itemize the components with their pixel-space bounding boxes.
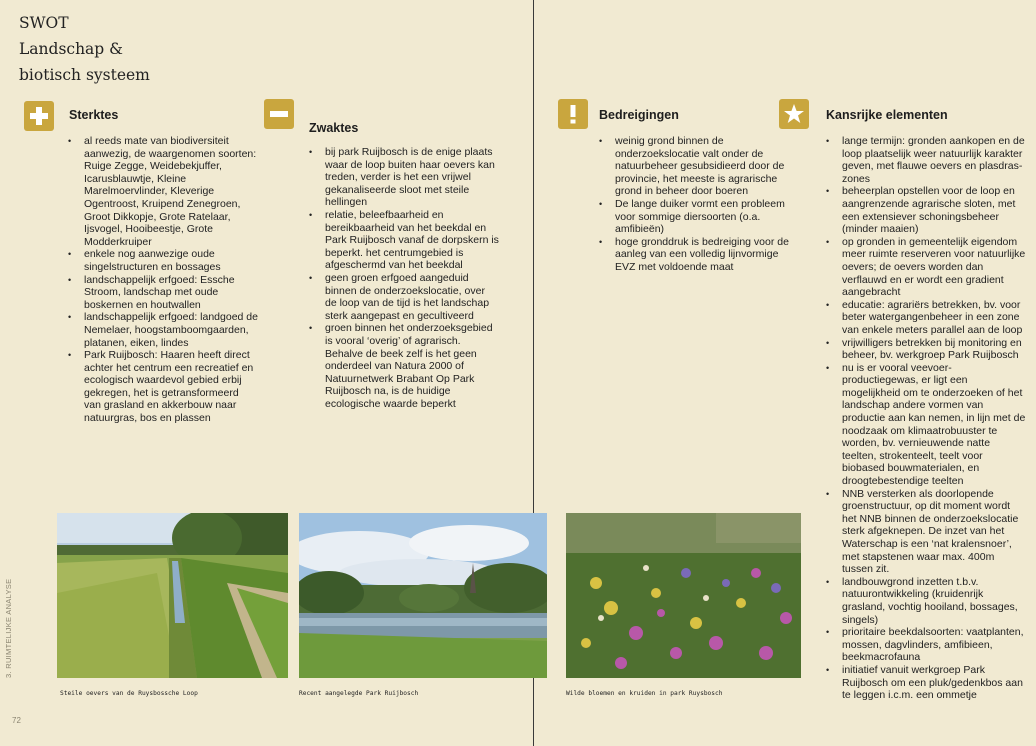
weaknesses-heading: Zwaktes (309, 121, 359, 135)
list-item: • lange termijn: gronden aankopen en de loop plaatselijk weer natuurlijk karakter geven, met flauwe oevers en plasdras-zones (826, 135, 1026, 185)
photo-park-pond (299, 513, 547, 678)
list-item: • prioritaire beekdalsoorten: vaatplanten, mossen, dagvlinders, amfibieen, beekmacrofauna (826, 626, 1026, 664)
photo-stream-banks (57, 513, 288, 678)
photo-caption: Recent aangelegde Park Ruijbosch (299, 690, 419, 697)
list-item: • landschappelijk erfgoed: Essche Stroom, landschap met oude boskernen en houtwallen (68, 274, 258, 312)
opportunities-heading: Kansrijke elementen (826, 108, 948, 122)
threats-list (599, 135, 789, 274)
list-item: • groen binnen het onderzoeksgebied is vooral ‘overig’ of agrarisch. Behalve de beek zelf is het geen onderdeel van Natura 2000 of Natuurnetwerk Brabant Op Park Ruijbosch na, is de huidige ecologische waarde beperkt (309, 322, 499, 410)
photo-caption: Wilde bloemen en kruiden in park Ruysbosch (566, 690, 723, 697)
plus-icon (24, 101, 54, 131)
photo-caption: Steile oevers van de Ruysbossche Loop (60, 690, 198, 697)
list-item: • op gronden in gemeentelijk eigendom meer ruimte reserveren voor natuurlijke oevers; de oevers worden dan verflauwd en er wordt een gradient aangebracht (826, 236, 1026, 299)
list-item: • bij park Ruijbosch is de enige plaats waar de loop buiten haar oevers kan treden, verder is het een vrijwel gekanaliseerde sloot met steile hellingen (309, 146, 499, 209)
list-item: • De lange duiker vormt een probleem voor sommige diersoorten (o.a. amfibieën) (599, 198, 789, 236)
list-item: • educatie: agrariërs betrekken, bv. voor beter watergangenbeheer in een zone van enkele meters parallel aan de loop (826, 299, 1026, 337)
list-item: • landbouwgrond inzetten t.b.v. natuurontwikkeling (kruidenrijk grasland, vochtig hooiland, bossages, singels) (826, 576, 1026, 626)
list-item: • geen groen erfgoed aangeduid binnen de onderzoekslocatie, over de loop van de tijd is het landschap sterk aangepast en gecultiveerd (309, 272, 499, 322)
title-line-2: Landschap & (19, 40, 123, 58)
list-item: • NNB versterken als doorlopende groenstructuur, op dit moment wordt het NNB binnen de onderzoekslocatie sterk afgeknepen. De inzet van het Waterschap is een ‘nat kralensnoer’, met stapstenen waar max. 400m tussen zit. (826, 488, 1026, 576)
list-item: • vrijwilligers betrekken bij monitoring en beheer, bv. werkgroep Park Ruijbosch (826, 337, 1026, 362)
list-item: • Park Ruijbosch: Haaren heeft direct achter het centrum een recreatief en ecologisch waardevol gebied erbij gekregen, het is getransformeerd van grasland en akkerbouw naar natuurgras, bos en plassen (68, 349, 258, 425)
list-item: • landschappelijk erfgoed: landgoed de Nemelaer, hoogstamboomgaarden, platanen, eiken, lindes (68, 311, 258, 349)
section-label: 3. RUIMTELIJKE ANALYSE (4, 578, 13, 678)
list-item: • beheerplan opstellen voor de loop en aangrenzende agrarische sloten, met een extensiever schoningsbeheer (minder maaien) (826, 185, 1026, 235)
minus-icon (264, 99, 294, 129)
star-icon (779, 99, 809, 129)
page-title (19, 10, 150, 88)
list-item: • relatie, beleefbaarheid en bereikbaarheid van het beekdal en Park Ruijbosch vanaf de dorpskern is beperkt. het centrumgebied is afgeschermd van het beekdal (309, 209, 499, 272)
list-item: • al reeds mate van biodiversiteit aanwezig, de waargenomen soorten: Ruige Zegge, Weidebekjuffer, Icarusblauwtje, Kleine Marelmoervlinder, Kleverige Ogentroost, Kruipend Zenegroen, Groot Dikkopje, Grote Ratelaar, Ijsvogel, Hooibeestje, Grote Modderkruiper (68, 135, 258, 248)
opportunities-list (826, 135, 1026, 702)
strengths-heading: Sterktes (69, 108, 119, 122)
list-item: • initiatief vanuit werkgroep Park Ruijbosch om een pluk/gedenkbos aan te leggen i.c.m. een ommetje (826, 664, 1026, 702)
list-item: • weinig grond binnen de onderzoekslocatie valt onder de natuurbeheer gesubsidieerd door de provincie, het meeste is agrarische grond in beheer door boeren (599, 135, 789, 198)
list-item: • enkele nog aanwezige oude singelstructuren en bossages (68, 248, 258, 273)
exclamation-icon (558, 99, 588, 129)
weaknesses-list (309, 146, 499, 410)
page-number: 72 (12, 716, 21, 725)
strengths-list (68, 135, 258, 425)
list-item: • hoge gronddruk is bedreiging voor de aanleg van een volledig lijnvormige EVZ met voldoende maat (599, 236, 789, 274)
photo-wildflowers (566, 513, 801, 678)
threats-heading: Bedreigingen (599, 108, 679, 122)
title-line-1: SWOT (19, 14, 69, 32)
list-item: • nu is er vooral veevoer-productiegewas, er ligt een mogelijkheid om te onderzoeken of het landschap andere vormen van productie aan kan nemen, in lijn met de noodzaak om klimaatrobuuster te worden, bv. vernieuwende natte teelten, strokenteelt, teelt voor biobased bouwmaterialen, en droogtebestendige teelten (826, 362, 1026, 488)
title-line-3: biotisch systeem (19, 66, 150, 84)
